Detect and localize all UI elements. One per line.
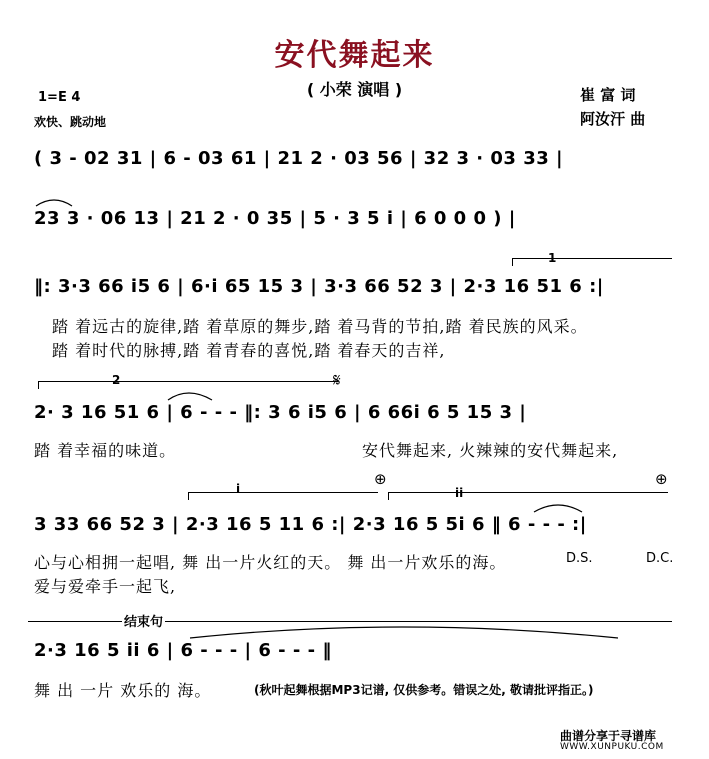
lyric-line-4-b: 安代舞起来, 火辣辣的安代舞起来, [362, 441, 619, 460]
ending-label: 结束句 [122, 611, 165, 630]
tie-line6 [190, 627, 618, 638]
volta-label-i: i [236, 482, 241, 496]
score-line-2: 23 3 · 06 13 | 21 2 · 0 35 | 5 · 3 5 i | 6 0 0 0 ) | [34, 208, 516, 229]
score-line-1: ( 3 - 02 31 | 6 - 03 61 | 21 2 · 03 56 | 32 3 · 03 33 | [34, 148, 564, 169]
score-line-3: ‖: 3·3 66 i5 6 | 6·i 65 15 3 | 3·3 66 52 3 | 2·3 16 51 6 :| [34, 276, 604, 297]
transcription-note: (秋叶起舞根据MP3记谱, 仅供参考。错误之处, 敬请批评指正。) [254, 683, 594, 697]
score-line-4: 2· 3 16 51 6 | 6 - - - ‖: 3 6 i5 6 | 6 66i 6 5 15 3 | [34, 402, 527, 423]
singer-credit: ( 小荣 演唱 ) [306, 80, 403, 99]
coda-sign-2: ⊕ [655, 470, 668, 488]
tie-line4 [168, 393, 212, 400]
lyric-line-5-verse-1: 心与心相拥一起唱, 舞 出一片火红的天。 舞 出一片欢乐的海。 [34, 553, 507, 572]
footer-text: 曲谱分享于寻谱库 [560, 729, 657, 743]
lyric-line-4-a: 踏 着幸福的味道。 [34, 441, 177, 460]
score-line-5: 3 33 66 52 3 | 2·3 16 5 11 6 :| 2·3 16 5 5i 6 ‖ 6 - - - :| [34, 514, 587, 535]
dc-marker: D.C. [646, 551, 674, 566]
lyric-line-3-verse-1: 踏 着远古的旋律,踏 着草原的舞步,踏 着马背的节拍,踏 着民族的风采。 [52, 317, 588, 336]
tie-line5 [534, 505, 582, 512]
volta-label-ii: ii [455, 486, 464, 500]
tie-line2 [36, 200, 72, 206]
footer-url: WWW.XUNPUKU.COM [560, 742, 664, 752]
coda-sign-1: ⊕ [374, 470, 387, 488]
ds-marker: D.S. [566, 551, 593, 566]
lyric-line-6: 舞 出 一片 欢乐的 海。 [34, 681, 212, 700]
lyric-line-3-verse-2: 踏 着时代的脉搏,踏 着青春的喜悦,踏 着春天的吉祥, [52, 341, 446, 360]
lyric-line-5-verse-2: 爱与爱牵手一起飞, [34, 577, 177, 596]
lyricist-credit: 崔 富 词 [580, 86, 636, 104]
volta-label-1: 1 [548, 251, 557, 265]
volta-label-2: 2 [112, 373, 121, 387]
tempo-marking: 欢快、跳动地 [34, 115, 107, 129]
key-signature: 1=E 4 [38, 90, 81, 105]
song-title: 安代舞起来 [274, 38, 435, 73]
segno-sign: 𝄋 [333, 370, 341, 391]
composer-credit: 阿汝汗 曲 [580, 110, 646, 128]
score-line-6: 2·3 16 5 ii 6 | 6 - - - | 6 - - - ‖ [34, 640, 332, 661]
